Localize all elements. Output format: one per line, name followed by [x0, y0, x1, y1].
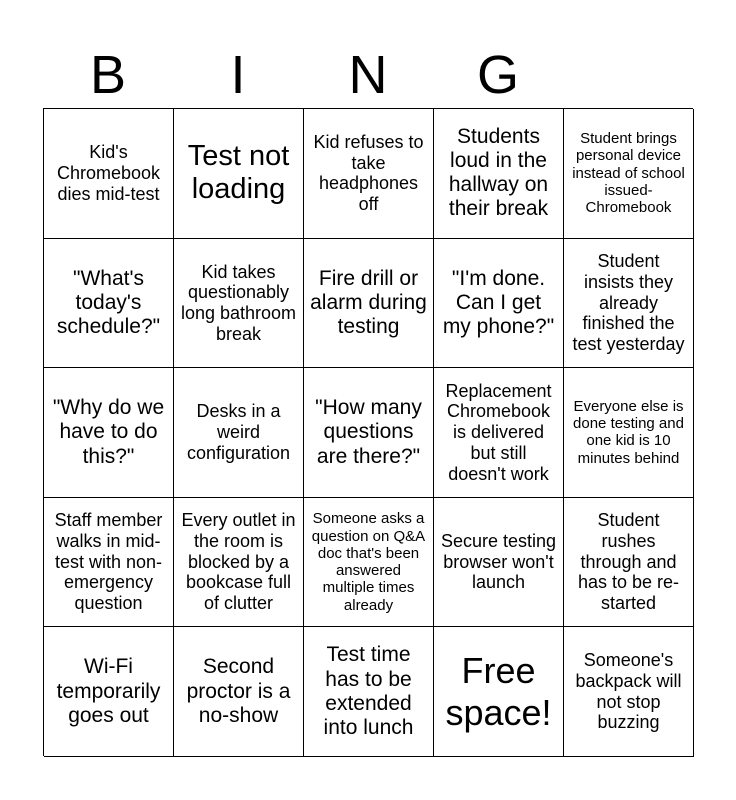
bingo-cell[interactable]: Secure testing browser won't launch: [434, 498, 564, 628]
bingo-cell[interactable]: Desks in a weird configuration: [174, 368, 304, 498]
header-letter-i: I: [230, 45, 246, 105]
bingo-cell[interactable]: Student brings personal device instead of school issued- Chromebook: [564, 109, 694, 239]
bingo-cell[interactable]: Someone asks a question on Q&A doc that's been answered multiple times already: [304, 498, 434, 628]
bingo-cell[interactable]: Kid refuses to take headphones off: [304, 109, 434, 239]
bingo-cell[interactable]: Fire drill or alarm during testing: [304, 239, 434, 369]
bingo-cell[interactable]: "What's today's schedule?": [44, 239, 174, 369]
header-letter-b: B: [89, 45, 127, 105]
bingo-cell[interactable]: Test not loading: [174, 109, 304, 239]
header-letter-o: [563, 44, 693, 106]
bingo-cell[interactable]: Second proctor is a no-show: [174, 627, 304, 757]
bingo-cell[interactable]: Staff member walks in mid-test with non-emergency question: [44, 498, 174, 628]
bingo-cell[interactable]: Test time has to be extended into lunch: [304, 627, 434, 757]
bingo-cell[interactable]: Someone's backpack will not stop buzzing: [564, 627, 694, 757]
bingo-cell[interactable]: Replacement Chromebook is delivered but still doesn't work: [434, 368, 564, 498]
header-letter-n: N: [348, 45, 388, 105]
header-letter-g: G: [476, 45, 519, 105]
bingo-cell[interactable]: Kid takes questionably long bathroom break: [174, 239, 304, 369]
bingo-cell[interactable]: Students loud in the hallway on their break: [434, 109, 564, 239]
bingo-cell[interactable]: Everyone else is done testing and one kid is 10 minutes behind: [564, 368, 694, 498]
bingo-cell[interactable]: "Why do we have to do this?": [44, 368, 174, 498]
bingo-board: [43, 108, 693, 756]
bingo-cell[interactable]: Kid's Chromebook dies mid-test: [44, 109, 174, 239]
bingo-cell[interactable]: Student insists they already finished the test yesterday: [564, 239, 694, 369]
bingo-cell[interactable]: Every outlet in the room is blocked by a bookcase full of clutter: [174, 498, 304, 628]
bingo-header: [43, 44, 693, 106]
bingo-cell[interactable]: Wi-Fi temporarily goes out: [44, 627, 174, 757]
bingo-cell[interactable]: "How many questions are there?": [304, 368, 434, 498]
bingo-cell[interactable]: "I'm done. Can I get my phone?": [434, 239, 564, 369]
free-space-cell[interactable]: Free space!: [434, 627, 564, 757]
bingo-cell[interactable]: Student rushes through and has to be re-started: [564, 498, 694, 628]
